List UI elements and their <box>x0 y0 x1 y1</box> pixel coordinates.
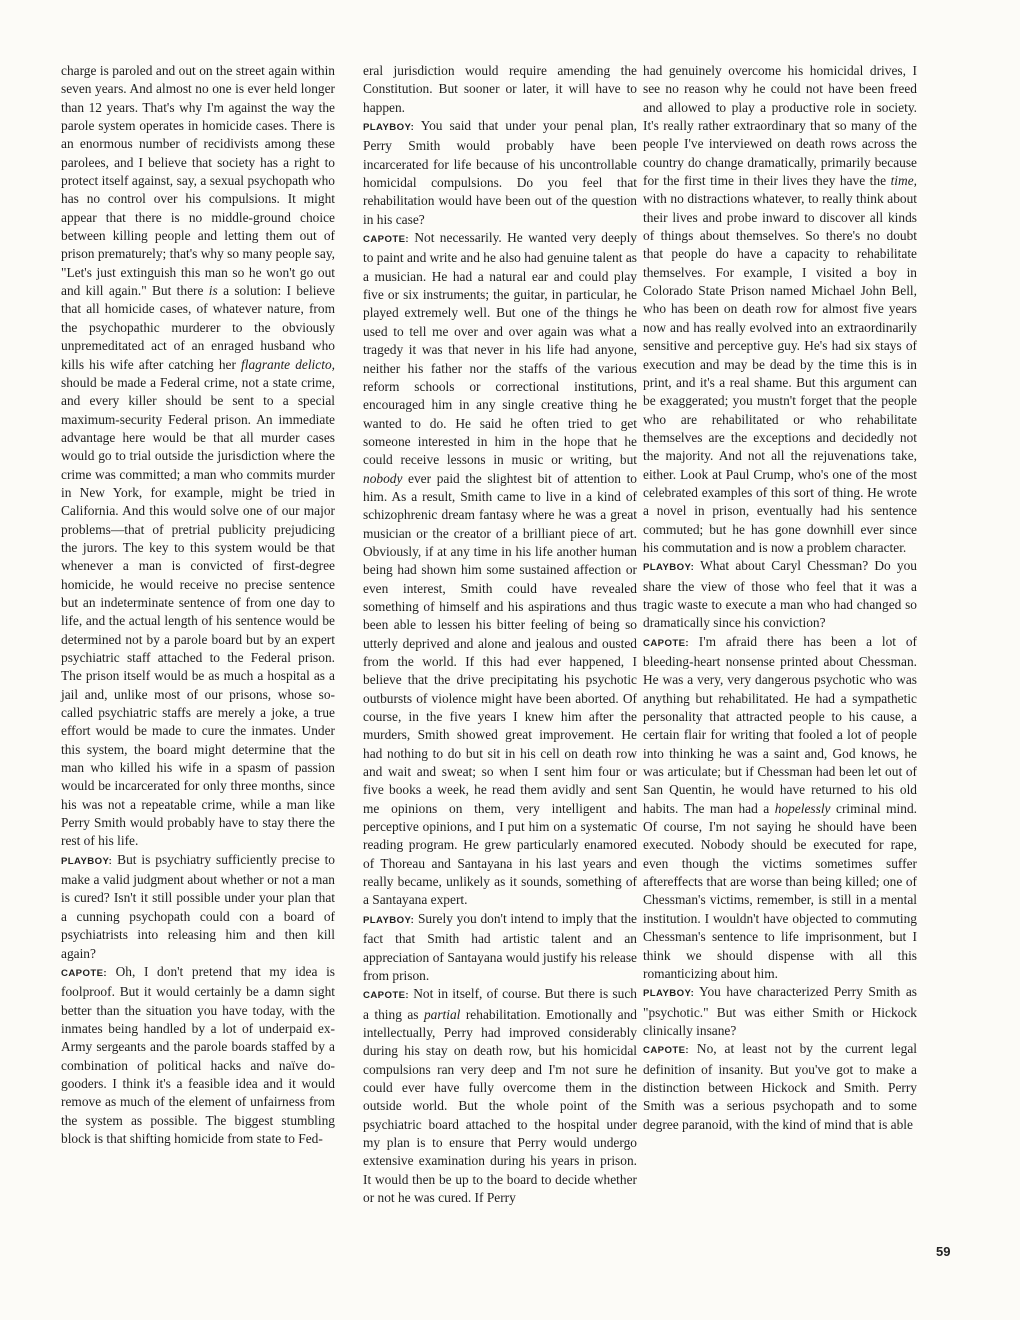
answer-paragraph <box>61 963 335 1148</box>
answer-text: Not necessarily. He wanted very deeply to paint and write and he also had genuine talent as a musician. He had a natural ear and could play five or six instruments; the guitar, in particular, he played extremely well. But one of the things he used to tell me over and over again was what a tragedy it was that never in his life had anyone, neither his father nor the staffs of the various reform schools or correctional institutions, encouraged him in any single creative thing he wanted to do. He said he often tried to get someone interested in him in the hope that he could receive lessons in music or writing, but <box>363 230 637 468</box>
speaker-label: PLAYBOY: <box>363 122 415 134</box>
body-text: charge is paroled and out on the street again within seven years. And almost no one is ever held longer than 12 years. That's why I'm against the way the parole system operates in homicide cases. There is an enormous number of recidivists among these parolees, and I believe that society has a right to protect itself against, say, a sexual psychopath who has no control over his compulsions. It might appear that there is no middle-ground choice between killing people and letting them out of prison prematurely; that's why so many people say, "Let's just extinguish this man so he won't go out and kill again." But there <box>61 63 335 299</box>
question-paragraph <box>61 851 335 963</box>
body-text: with no distractions whatever, to really think about their lives and probe inward to discover all kinds of things about themselves. So there's no doubt that people do have a capacity to rehabilitate themselves. For example, I visited a boy in Colorado State Prison named Michael John Bell, who has been on death row for almost five years now and has really evolved into an extraordinarily sensitive and perceptive guy. He's had six stays of execution and may be dead by the time this is in print, and it's a real shame. But this argument can be exaggerated; you mustn't forget that the people who are rehabilitated or who rehabilitate themselves are the exceptions and decidedly not the majority. And not all the rejuvenations take, either. Look at Paul Crump, who's one of the most celebrated examples of this sort of thing. He wrote a novel in prison, eventually had his sentence commuted; but he has gone downhill ever since his commutation and is now a problem character. <box>643 191 917 555</box>
speaker-label: PLAYBOY: <box>363 914 415 926</box>
question-paragraph <box>363 117 637 229</box>
page-number: 59 <box>936 1244 951 1259</box>
answer-text: rehabilitation. Emotionally and intellectually, Perry had improved considerably during his stay on death row, but his homicidal compulsions ran very deep and I'm not sure he could ever have fully overcome them in the outside world. But the whole point of the psychiatric board attached to the hospital under my plan is to ensure that Perry would undergo extensive examination during his years in prison. It would then be up to the board to decide whether or not he was cured. If Perry <box>363 1006 637 1205</box>
emphasis-text: partial <box>423 1006 461 1022</box>
body-text: had genuinely overcome his homicidal drives, I see no reason why he could not have been freed and allowed to play a productive role in society. It's really rather extraordinary that so many of the people I've interviewed on death rows across the country do change dramatically, primarily because for the first time in their lives they have the <box>643 63 917 189</box>
answer-text: Not in itself, of course. But there is such a thing as <box>363 986 637 1022</box>
question-text: But is psychiatry sufficiently precise to make a valid judgment about whether or not a man is cured? Isn't it still possible under your plan that a cunning psychopath could con a board of psychiatrists into releasing him and then kill again? <box>61 851 335 961</box>
emphasis-text: hopelessly <box>774 800 831 816</box>
text-column-3 <box>643 62 917 1134</box>
emphasis-text: nobody <box>363 470 403 486</box>
text-column-2 <box>363 62 637 1207</box>
speaker-label: CAPOTE: <box>61 967 107 979</box>
text-column-1 <box>61 62 335 1148</box>
body-text: should be made a Federal crime, not a state crime, and every killer should be sent to a special maximum-security Federal prison. An immediate advantage here would be that all murder cases would go to trial outside the jurisdiction where the crime was committed; a man who commits murder in New York, for example, might be tried in California. And this would solve one of our major problems—that of pretrial publicity prejudicing the jurors. The key to this system would be that whenever a man is convicted of first-degree homicide, he would receive no precise sentence but an indeterminate sentence of from one day to life, and the actual length of his sentence would be determined not by a parole board but by an expert psychiatric staff attached to the Federal prison. The prison itself would be as much a hospital as a jail and, unlike most of our prisons, whose so-called psychiatric staffs are merely a joke, a true effort would be made to cure the inmates. Under this system, the board might determine that the man who killed his wife in a spasm of passion would be incarcerated for only three months, since his was not a repeatable crime, while a man like Perry Smith would probably have to stay there the rest of his life. <box>61 374 335 849</box>
speaker-label: CAPOTE: <box>643 1045 689 1057</box>
question-text: You have characterized Perry Smith as "psychotic." But was either Smith or Hickock clinically insane? <box>643 984 917 1038</box>
answer-paragraph <box>363 985 637 1207</box>
question-paragraph <box>363 910 637 985</box>
speaker-label: PLAYBOY: <box>61 855 113 867</box>
paragraph <box>61 62 335 851</box>
question-paragraph <box>643 557 917 632</box>
answer-paragraph <box>643 1040 917 1134</box>
answer-text: I'm afraid there has been a lot of bleeding-heart nonsense printed about Chessman. He was a very, very dangerous psychotic who was anything but rehabilitated. He had a sympathetic personality that attracted people to his cause, a certain flair for writing that fooled a lot of people into thinking he was a saint and, God knows, he was articulate; but if Chessman had been let out of San Quentin, he would have returned to his old habits. The man had a <box>643 633 917 816</box>
body-text: a solution: I believe that all homicide cases, of whatever nature, from the psychopathic murderer to the obviously unpremeditated act of an enraged husband who kills his wife after catching her <box>61 283 335 372</box>
answer-text: No, at least not by the current legal definition of insanity. But you've got to make a distinction between Hickock and Smith. Perry Smith was a serious psychopath and to some degree paranoid, with the kind of mind that is able <box>643 1041 917 1132</box>
question-paragraph <box>643 983 917 1040</box>
speaker-label: PLAYBOY: <box>643 988 695 1000</box>
question-text: Surely you don't intend to imply that the fact that Smith had artistic talent and an appreciation of Santayana would justify his release from prison. <box>363 910 637 983</box>
paragraph <box>363 62 637 117</box>
emphasis-text: flagrante delicto, <box>241 356 335 372</box>
question-text: What about Caryl Chessman? Do you share the view of those who feel that it was a tragic waste to execute a man who had changed so dramatically since his conviction? <box>643 558 917 631</box>
speaker-label: CAPOTE: <box>643 637 689 649</box>
answer-text: criminal mind. Of course, I'm not saying he should have been executed. Nobody should be executed for rape, even though the victims sometimes suffer aftereffects that are worse than being killed; one of Chessman's victims, remember, is still in a mental institution. I wouldn't have objected to commuting Chessman's sentence to life imprisonment, but I think we should dispense with all this romanticizing about him. <box>643 800 917 981</box>
speaker-label: CAPOTE: <box>363 990 409 1002</box>
answer-paragraph <box>363 229 637 910</box>
question-text: You said that under your penal plan, Perry Smith would probably have been incarcerated for life because of his uncontrollable homicidal compulsions. Do you feel that rehabilitation would have been out of the question in his case? <box>363 118 637 227</box>
emphasis-text: is <box>208 283 218 299</box>
speaker-label: CAPOTE: <box>363 234 409 246</box>
emphasis-text: time, <box>890 173 917 189</box>
paragraph <box>643 62 917 557</box>
answer-text: Oh, I don't pretend that my idea is foolproof. But it would certainly be a damn sight better than the situation you have today, with the inmates being handled by a lot of underpaid ex-Army sergeants and the parole boards staffed by a combination of political hacks and naïve do-gooders. I think it's a feasible idea and it would remove as much of the element of unfairness from the system as possible. The biggest stumbling block is that shifting homicide from state to Fed- <box>61 963 335 1146</box>
body-text: eral jurisdiction would require amending the Constitution. But sooner or later, it will have to happen. <box>363 63 637 115</box>
speaker-label: PLAYBOY: <box>643 562 695 574</box>
answer-paragraph <box>643 633 917 984</box>
answer-text: ever paid the slightest bit of attention to him. As a result, Smith came to live in a kind of schizophrenic dream fantasy where he was a great musician or the creator of a brilliant piece of art. Obviously, if at any time in his life another human being had shown him some sustained affection or even interest, Smith could have revealed something of himself and his aspirations and thus been able to lessen his bitter feeling of being so utterly deprived and alone and jealous and ousted from the world. If this had ever happened, I believe that the drive precipitating his psychotic outbursts of violence might have been aborted. Of course, in the five years I knew him after the murders, Smith showed great improvement. He had nothing to do but sit in his cell on death row and wait and sweat; so when I sent him four or five books a week, he read them avidly and sent me opinions on them, very intelligent and perceptive opinions, and I put him on a systematic reading program. He grew particularly enamored of Thoreau and Santayana in his last years and really became, unlikely as it sounds, something of a Santayana expert. <box>363 470 637 908</box>
